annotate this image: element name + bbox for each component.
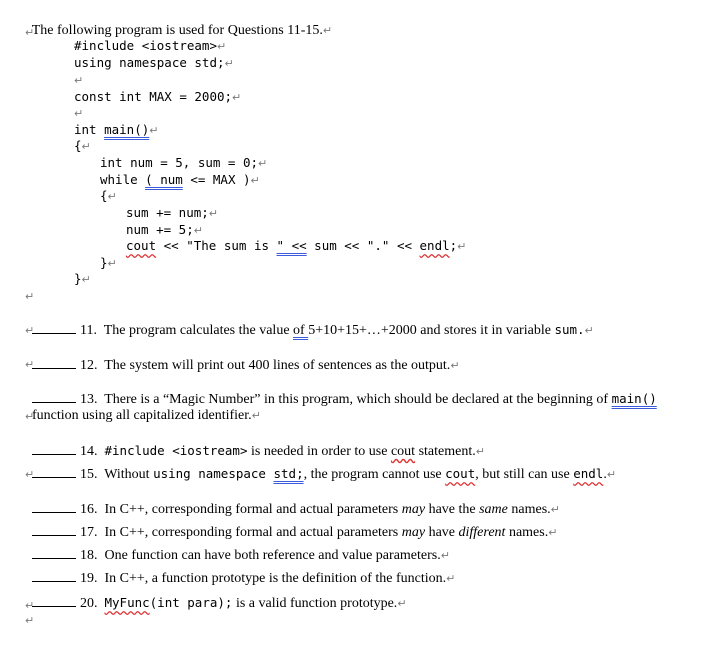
while-condition: ( num <box>145 172 183 187</box>
paragraph-mark-icon: ↵ <box>25 410 35 423</box>
paragraph-mark-icon: ↵ <box>250 174 260 187</box>
paragraph-mark-icon: ↵ <box>25 324 35 337</box>
paragraph-mark-icon: ↵ <box>440 549 450 562</box>
paragraph-mark-icon: ↵ <box>550 503 560 516</box>
question-18: 18. One function can have both reference and value parameters.↵ <box>25 529 450 564</box>
code-line-using: using namespace std;↵ <box>74 55 234 70</box>
paragraph-mark-icon: ↵ <box>208 207 219 220</box>
paragraph-mark-icon: ↵ <box>450 359 460 372</box>
code-line-close-brace: }↵ <box>74 271 91 286</box>
code-line-decl: int num = 5, sum = 0;↵ <box>100 155 268 170</box>
header-text: The following program is used for Questions 11-15. <box>31 23 323 38</box>
paragraph-mark-icon: ↵ <box>25 290 35 303</box>
question-19: 19. In C++, a function prototype is the definition of the function.↵ <box>25 552 455 587</box>
paragraph-mark-icon: ↵ <box>25 26 35 39</box>
paragraph-mark-icon: ↵ <box>606 468 617 481</box>
code-line-const: const int MAX = 2000;↵ <box>74 89 242 104</box>
question-11: 11. The program calculates the value of 5+10+15+…+2000 and stores it in variable sum.↵ <box>25 304 594 339</box>
code-line-sum: sum += num;↵ <box>126 205 219 220</box>
code-line-while-open: {↵ <box>100 188 117 203</box>
paragraph-mark-icon: ↵ <box>224 57 234 70</box>
paragraph-mark-icon: ↵ <box>251 409 261 422</box>
answer-blank[interactable] <box>32 321 76 334</box>
paragraph-mark-icon: ↵ <box>258 157 268 170</box>
answer-blank[interactable] <box>32 594 76 607</box>
code-line-num: num += 5;↵ <box>126 222 203 237</box>
cout-keyword: cout <box>126 238 157 253</box>
question-13: 13. There is a “Magic Number” in this program, which should be declared at the beginning of main() <box>25 373 657 408</box>
paragraph-mark-icon: ↵ <box>25 614 35 627</box>
paragraph-mark-icon: ↵ <box>74 107 84 120</box>
endl-keyword: endl <box>419 238 450 253</box>
answer-blank[interactable] <box>32 356 76 369</box>
question-12: 12. The system will print out 400 lines of sentences as the output.↵ <box>25 339 460 374</box>
paragraph-mark-icon: ↵ <box>217 40 227 53</box>
paragraph-mark-icon: ↵ <box>25 599 35 612</box>
question-16: 16. In C++, corresponding formal and actual parameters may have the same names.↵ <box>25 483 560 518</box>
paragraph-mark-icon: ↵ <box>25 468 35 481</box>
paragraph-mark-icon: ↵ <box>548 526 558 539</box>
question-14: 14. #include <iostream> is needed in order to use cout statement.↵ <box>25 425 485 460</box>
paragraph-mark-icon: ↵ <box>322 24 333 37</box>
main-function-name: main <box>104 122 135 137</box>
code-line-main: int main()↵ <box>74 122 159 137</box>
paragraph-mark-icon: ↵ <box>232 91 242 104</box>
code-line-while-close: }↵ <box>100 255 117 270</box>
paragraph-mark-icon: ↵ <box>446 572 456 585</box>
question-13-cont: function using all capitalized identifier.↵ <box>32 408 261 423</box>
paragraph-mark-icon: ↵ <box>149 124 159 137</box>
paragraph-mark-icon: ↵ <box>457 240 467 253</box>
code-line-open-brace: {↵ <box>74 138 91 153</box>
paragraph-mark-icon: ↵ <box>25 358 35 371</box>
paragraph-mark-icon: ↵ <box>193 224 203 237</box>
code-line-cout: cout << "The sum is " << sum << "." << endl;↵ <box>126 238 467 253</box>
question-17: 17. In C++, corresponding formal and actual parameters may have different names.↵ <box>25 506 557 541</box>
question-20: 20. MyFunc(int para); is a valid function prototype.↵ <box>25 577 407 612</box>
code-line-include: #include <iostream>↵ <box>74 38 227 53</box>
paragraph-mark-icon: ↵ <box>107 257 117 270</box>
paragraph-mark-icon: ↵ <box>74 74 84 87</box>
paragraph-mark-icon: ↵ <box>475 445 485 458</box>
header-line <box>25 5 332 39</box>
answer-blank[interactable] <box>32 465 76 478</box>
paragraph-mark-icon: ↵ <box>107 190 117 203</box>
question-15: 15. Without using namespace std;, the program cannot use cout, but still can use endl.↵ <box>25 448 616 483</box>
paragraph-mark-icon: ↵ <box>81 273 91 286</box>
code-line-while: while ( num <= MAX )↵ <box>100 172 260 187</box>
paragraph-mark-icon: ↵ <box>81 140 91 153</box>
paragraph-mark-icon: ↵ <box>397 597 407 610</box>
paragraph-mark-icon: ↵ <box>584 324 594 337</box>
main-function-ref: main() <box>611 391 657 406</box>
